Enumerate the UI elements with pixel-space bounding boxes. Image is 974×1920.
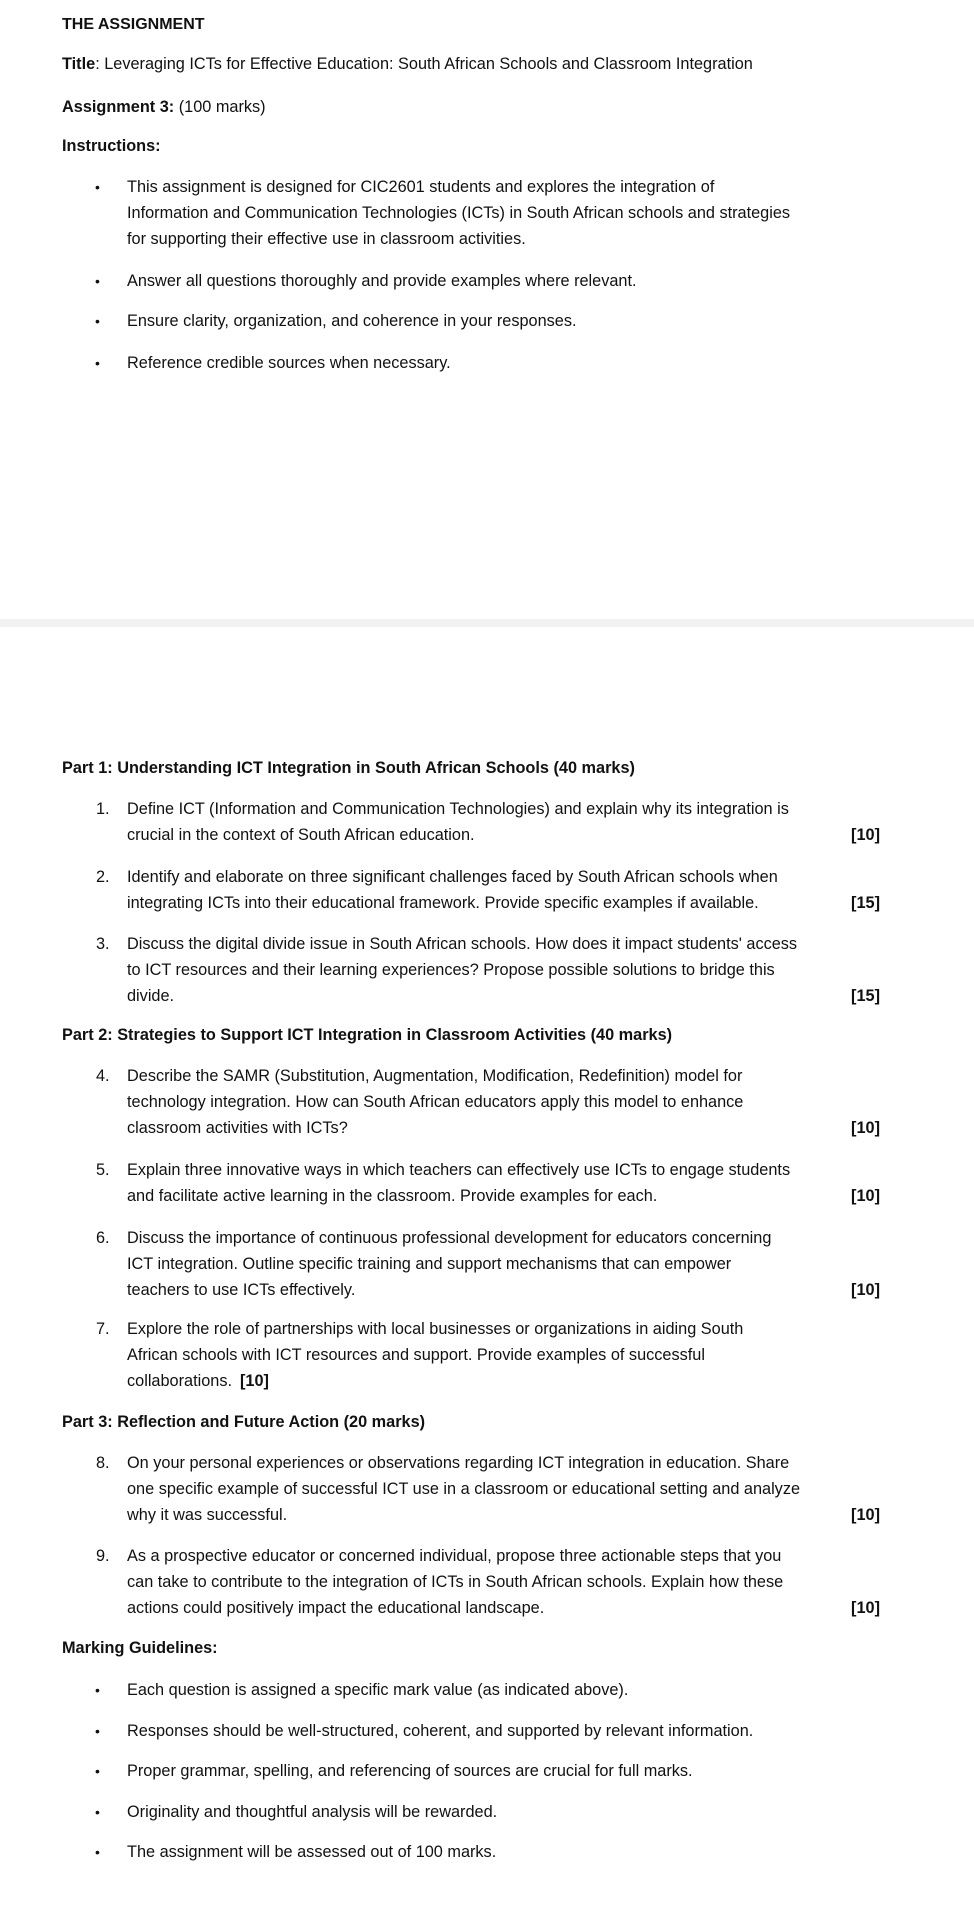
text-line: integrating ICTs into their educational framework. Provide specific examples if available.: [127, 893, 759, 912]
title-text: : Leveraging ICTs for Effective Education: South African Schools and Classroom Integration: [95, 55, 753, 73]
question-number: 4.: [96, 1067, 110, 1085]
bullet-icon: •: [95, 273, 100, 289]
marking-guidelines-heading: Marking Guidelines:: [62, 1639, 218, 1657]
text-line: Explore the role of partnerships with local businesses or organizations in aiding South: [127, 1320, 744, 1338]
text-line: collaborations. [10]: [127, 1371, 269, 1390]
text-line: why it was successful.: [127, 1505, 288, 1524]
question-number: 8.: [96, 1454, 110, 1472]
marks-badge: [10]: [851, 1280, 880, 1299]
text-line: Responses should be well-structured, coherent, and supported by relevant information.: [127, 1722, 754, 1740]
text-line: can take to contribute to the integration of ICTs in South African schools. Explain how these: [127, 1572, 784, 1591]
text-line: African schools with ICT resources and support. Provide examples of successful: [127, 1345, 705, 1364]
question-number: 6.: [96, 1229, 110, 1247]
question-number: 5.: [96, 1161, 110, 1179]
part-2-heading: Part 2: Strategies to Support ICT Integration in Classroom Activities (40 marks): [62, 1026, 673, 1044]
text-line: for supporting their effective use in classroom activities.: [127, 229, 526, 248]
question-number: 1.: [96, 800, 110, 818]
text-line: Proper grammar, spelling, and referencing of sources are crucial for full marks.: [127, 1762, 693, 1780]
marks-badge: [10]: [851, 1505, 880, 1524]
bullet-icon: •: [95, 355, 100, 371]
text-line: classroom activities with ICTs?: [127, 1118, 348, 1137]
text-line: divide.: [127, 986, 175, 1005]
question-number: 9.: [96, 1547, 110, 1565]
bullet-icon: •: [95, 1682, 100, 1698]
marks-badge: [10]: [851, 825, 880, 844]
marks-badge: [10]: [851, 1186, 880, 1205]
question-number: 2.: [96, 868, 110, 886]
title-label: Title: [62, 55, 96, 73]
text-line: Ensure clarity, organization, and coherence in your responses.: [127, 312, 577, 330]
marks-badge: [10]: [851, 1118, 880, 1137]
assignment-marks: (100 marks): [174, 98, 266, 116]
instructions-heading: Instructions:: [62, 137, 161, 155]
text-line: Explain three innovative ways in which teachers can effectively use ICTs to engage students: [127, 1161, 791, 1179]
text-line: Describe the SAMR (Substitution, Augmentation, Modification, Redefinition) model for: [127, 1067, 743, 1085]
bullet-icon: •: [95, 313, 100, 329]
text-line: actions could positively impact the educational landscape.: [127, 1598, 545, 1617]
assignment-number: [62, 94, 266, 120]
text-line: Discuss the importance of continuous professional development for educators concerning: [127, 1229, 772, 1247]
marks-badge: [15]: [851, 986, 880, 1005]
text-line: ICT integration. Outline specific training and support mechanisms that can empower: [127, 1254, 732, 1273]
text-line: one specific example of successful ICT use in a classroom or educational setting and analyze: [127, 1479, 801, 1498]
text-line: On your personal experiences or observations regarding ICT integration in education. Share: [127, 1454, 790, 1472]
text-line: teachers to use ICTs effectively.: [127, 1280, 356, 1299]
text-line: Reference credible sources when necessary.: [127, 354, 451, 372]
text-line: Discuss the digital divide issue in South African schools. How does it impact students' access: [127, 935, 798, 953]
bullet-icon: •: [95, 1844, 100, 1860]
text-line: Information and Communication Technologies (ICTs) in South African schools and strategies: [127, 203, 791, 222]
text-line: As a prospective educator or concerned individual, propose three actionable steps that you: [127, 1547, 782, 1565]
text-line: Each question is assigned a specific mark value (as indicated above).: [127, 1681, 629, 1699]
assignment-title: [62, 51, 753, 77]
assignment-label: Assignment 3:: [62, 98, 175, 116]
text-line: Originality and thoughtful analysis will be rewarded.: [127, 1803, 498, 1821]
text-line: and facilitate active learning in the classroom. Provide examples for each.: [127, 1186, 658, 1205]
text-line: to ICT resources and their learning experiences? Propose possible solutions to bridge this: [127, 960, 775, 979]
bullet-icon: •: [95, 179, 100, 195]
part-1-heading: Part 1: Understanding ICT Integration in South African Schools (40 marks): [62, 759, 635, 777]
question-number: 7.: [96, 1320, 110, 1338]
part-3-heading: Part 3: Reflection and Future Action (20 marks): [62, 1413, 426, 1431]
text-line: Define ICT (Information and Communication Technologies) and explain why its integration is: [127, 800, 789, 818]
text-line: Answer all questions thoroughly and provide examples where relevant.: [127, 272, 637, 290]
text-line: This assignment is designed for CIC2601 students and explores the integration of: [127, 178, 715, 196]
marks-badge: [10]: [240, 1371, 269, 1390]
text-line: technology integration. How can South African educators apply this model to enhance: [127, 1092, 744, 1111]
text-line: crucial in the context of South African education.: [127, 825, 475, 844]
marks-badge: [10]: [851, 1598, 880, 1617]
question-number: 3.: [96, 935, 110, 953]
document-heading: THE ASSIGNMENT: [62, 16, 205, 33]
page-break: [0, 619, 974, 627]
marks-badge: [15]: [851, 893, 880, 912]
bullet-icon: •: [95, 1804, 100, 1820]
bullet-icon: •: [95, 1763, 100, 1779]
text-line: The assignment will be assessed out of 100 marks.: [127, 1843, 497, 1861]
bullet-icon: •: [95, 1723, 100, 1739]
text-line: Identify and elaborate on three significant challenges faced by South African schools when: [127, 868, 778, 886]
